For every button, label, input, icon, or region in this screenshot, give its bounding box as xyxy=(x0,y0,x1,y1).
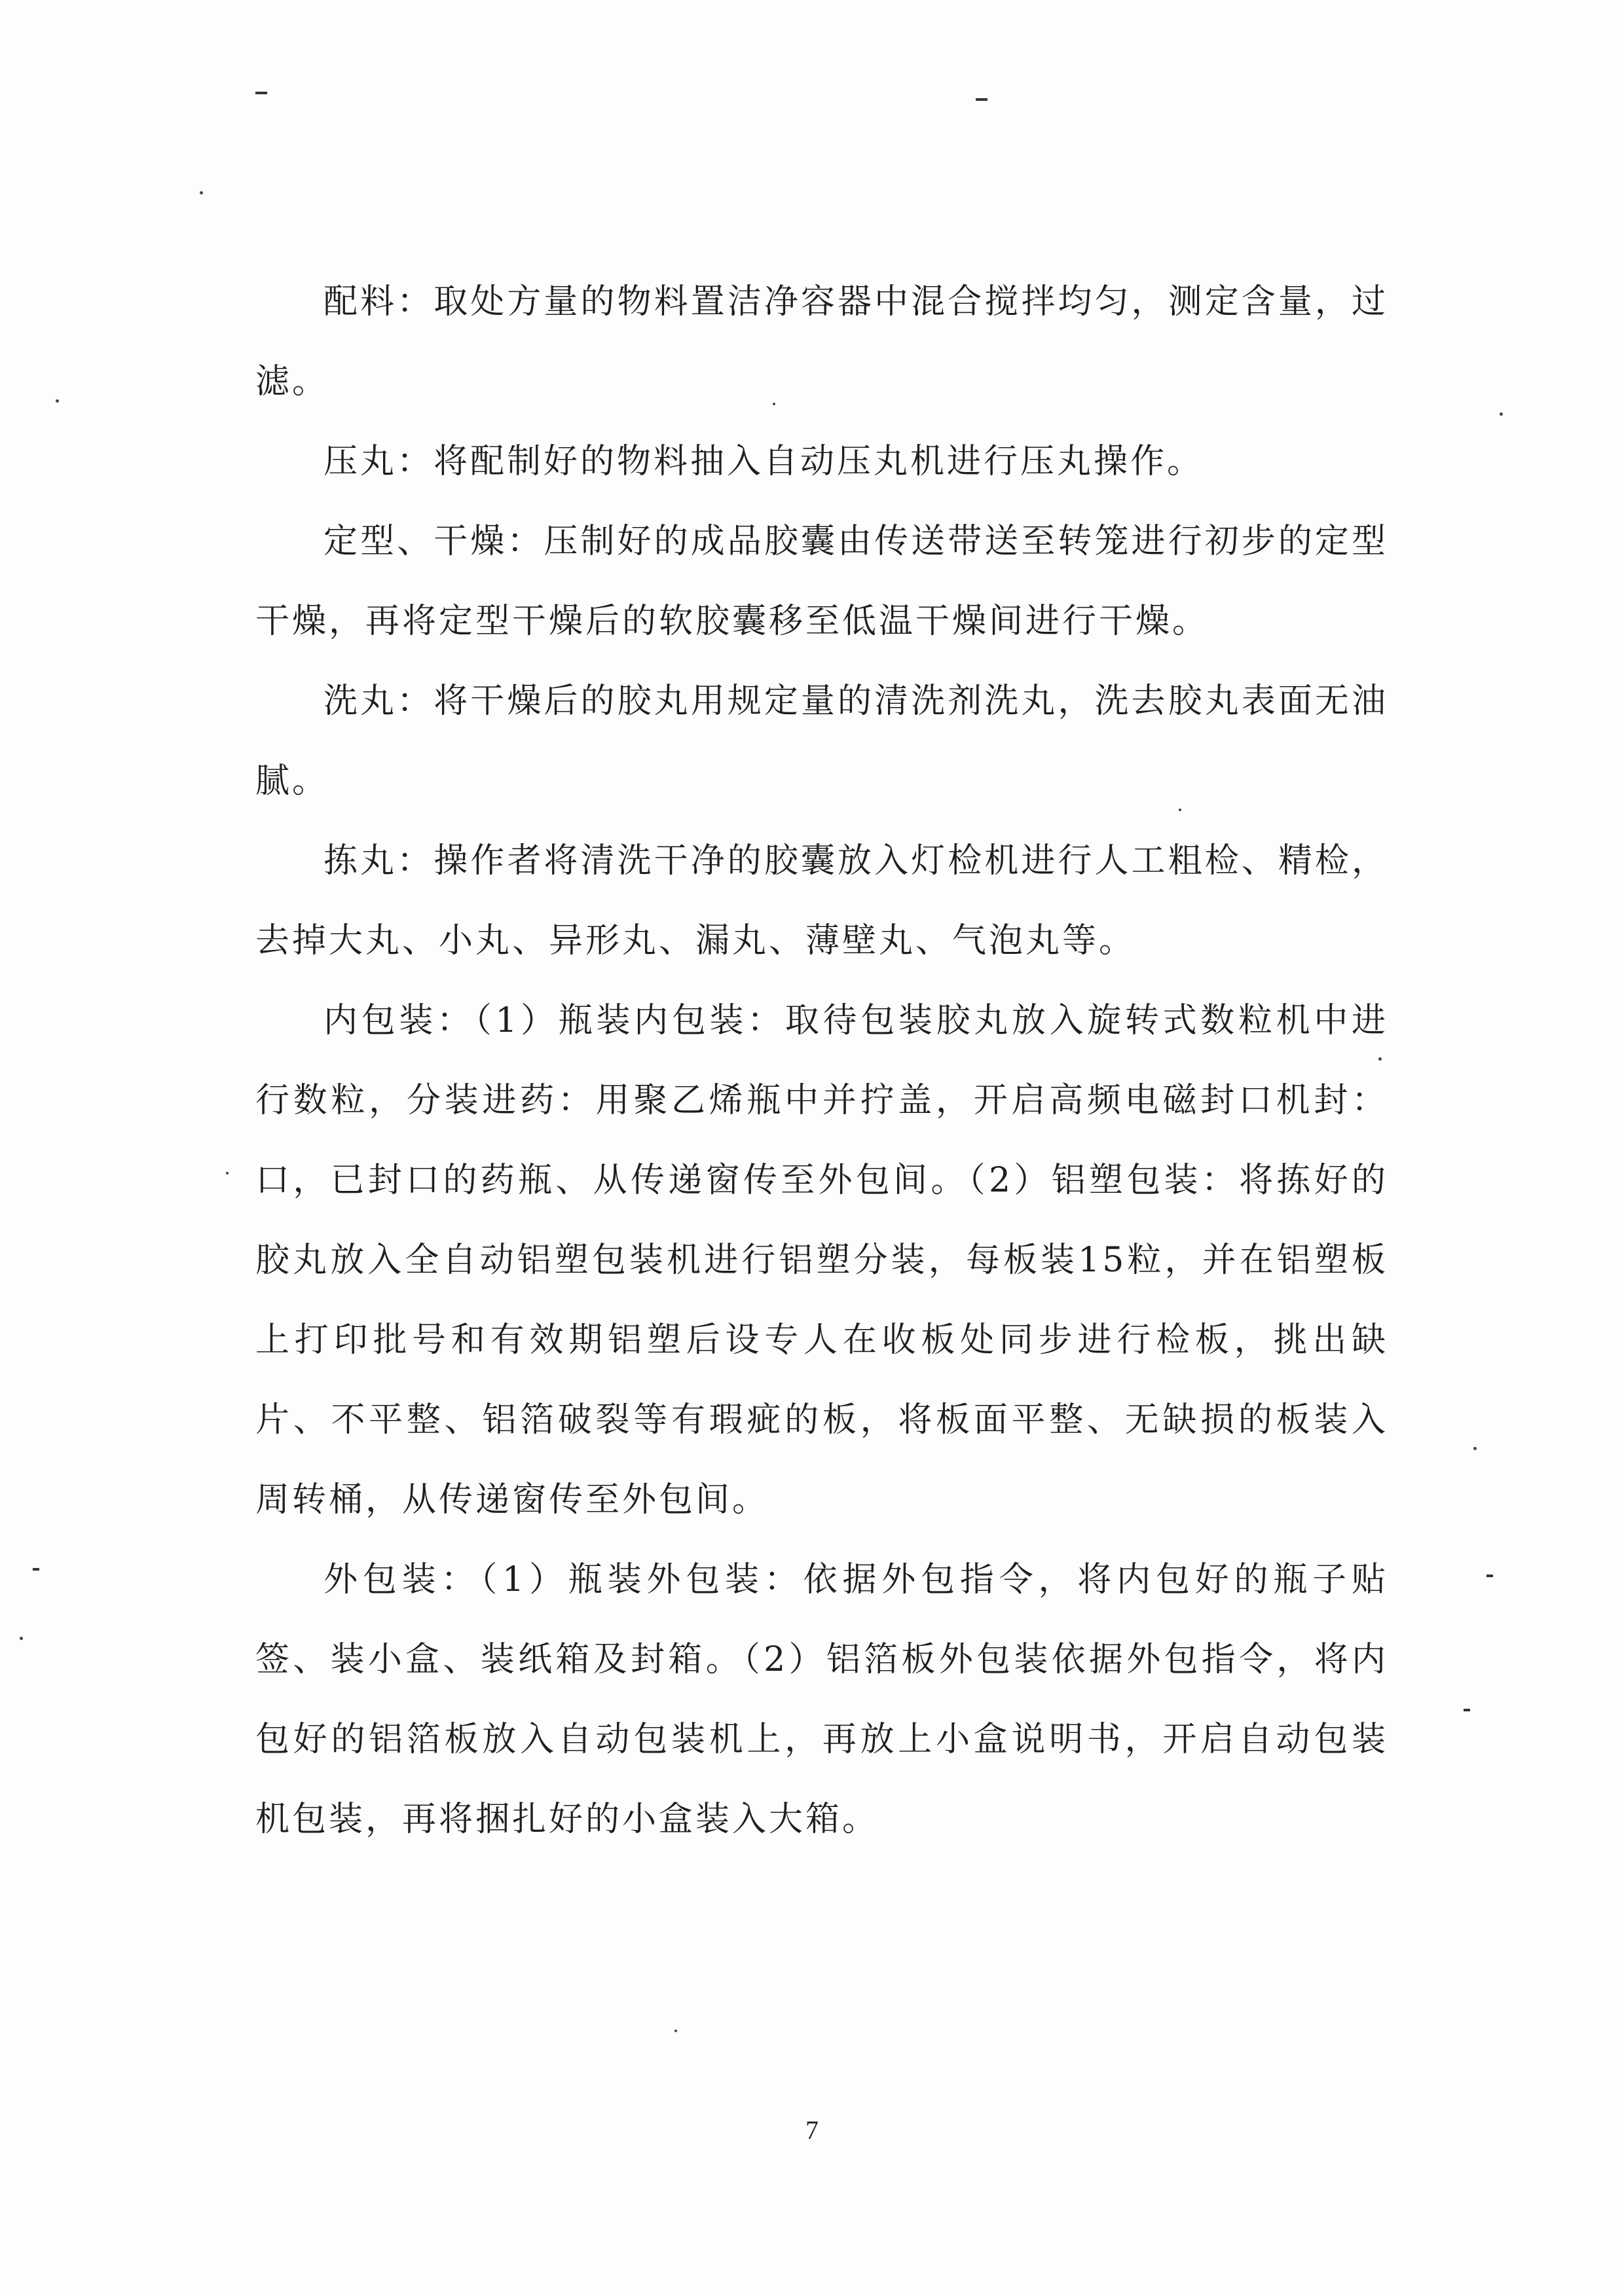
page-number: 7 xyxy=(805,2115,819,2145)
scan-mark xyxy=(976,98,987,101)
scan-speck xyxy=(674,2030,677,2032)
scan-speck xyxy=(56,399,59,403)
paragraph-outer-packaging: 外包装：（1）瓶装外包装：依据外包指令，将内包好的瓶子贴签、装小盒、装纸箱及封箱。（2）铝箔板外包装依据外包指令，将内包好的铝箔板放入自动包装机上，再放上小盒说明书，开启自动包装机包装，再将捆扎好的小盒装入大箱。 xyxy=(255,1560,1388,1839)
scan-speck xyxy=(1500,412,1503,416)
scan-mark xyxy=(1464,1709,1470,1711)
scan-mark xyxy=(33,1568,39,1571)
scan-speck xyxy=(1473,1447,1477,1450)
paragraph-washing: 洗丸：将干燥后的胶丸用规定量的清洗剂洗丸，洗去胶丸表面无油腻。 xyxy=(255,682,1388,801)
document-body xyxy=(255,262,1388,1859)
scan-mark xyxy=(255,92,267,94)
scan-speck xyxy=(226,1172,229,1175)
scan-speck xyxy=(200,191,203,194)
scan-speck xyxy=(20,1637,23,1640)
scan-mark xyxy=(1486,1575,1493,1577)
paragraph-pressing: 压丸：将配制好的物料抽入自动压丸机进行压丸操作。 xyxy=(323,442,1204,481)
paragraph-batching: 配料：取处方量的物料置洁净容器中混合搅拌均匀，测定含量，过滤。 xyxy=(255,282,1388,401)
paragraph-inner-packaging: 内包装：（1）瓶装内包装：取待包装胶丸放入旋转式数粒机中进行数粒，分装进药：用聚乙烯瓶中并拧盖，开启高频电磁封口机封：口，已封口的药瓶、从传递窗传至外包间。（2）铝塑包装：将拣好的胶丸放入全自动铝塑包装机进行铝塑分装，每板装15粒，并在铝塑板上打印批号和有效期铝塑后设专人在收板处同步进行检板，挑出缺片、不平整、铝箔破裂等有瑕疵的板，将板面平整、无缺损的板装入周转桶，从传递窗传至外包间。 xyxy=(255,1001,1388,1520)
paragraph-sorting: 拣丸：操作者将清洗干净的胶囊放入灯检机进行人工粗检、精检，去掉大丸、小丸、异形丸、漏丸、薄壁丸、气泡丸等。 xyxy=(255,841,1388,960)
paragraph-shaping-drying: 定型、干燥：压制好的成品胶囊由传送带送至转笼进行初步的定型干燥，再将定型干燥后的软胶囊移至低温干燥间进行干燥。 xyxy=(255,522,1388,641)
